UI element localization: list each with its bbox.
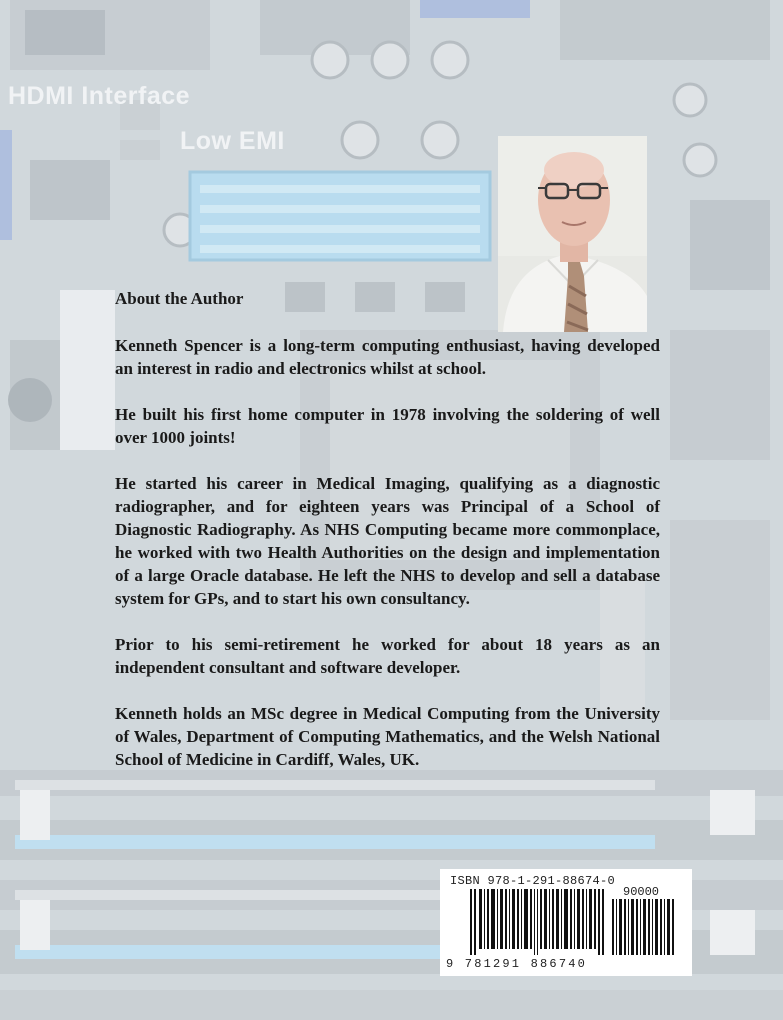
about-paragraph: Kenneth holds an MSc degree in Medical Computing from the University of Wales, Department of Computing Mathematics, and the Welsh National School of Medicine in Cardiff, Wales, UK. (115, 704, 660, 769)
about-the-author (115, 287, 660, 794)
about-heading: About the Author (115, 289, 244, 308)
about-paragraph: He built his first home computer in 1978 involving the soldering of well over 1000 joints! (115, 405, 660, 447)
isbn-barcode (440, 869, 692, 976)
about-paragraph: Prior to his semi-retirement he worked for about 18 years as an independent consultant and software developer. (115, 635, 660, 677)
pcb-label-hdmi: HDMI Interface (8, 82, 191, 110)
price-barcode-icon (612, 899, 678, 955)
about-paragraph: Kenneth Spencer is a long-term computing enthusiast, having developed an interest in radio and electronics whilst at school. (115, 336, 660, 378)
isbn-number: ISBN 978-1-291-88674-0 (450, 874, 616, 888)
about-paragraph: He started his career in Medical Imaging, qualifying as a diagnostic radiographer, and for eighteen years was Principal of a School of Diagnostic Radiography. As NHS Computing became more commonplace, he worked with two Health Authorities on the design and implementation of a large Oracle database. He left the NHS to develop and sell a database system for GPs, and to start his own consultancy. (115, 474, 660, 608)
pcb-label-low-emi: Low EMI (180, 127, 285, 155)
ean-barcode-icon (470, 889, 610, 955)
ean-digits: 9 781291 886740 (446, 957, 588, 971)
price-code: 90000 (623, 885, 660, 899)
